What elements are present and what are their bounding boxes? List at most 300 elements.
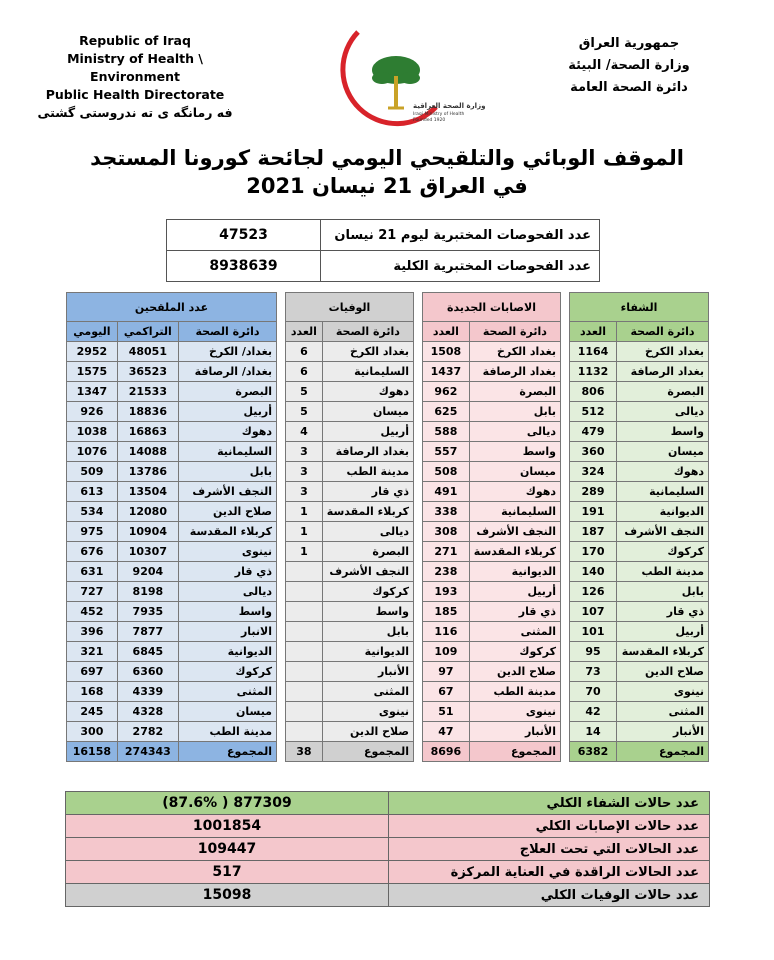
table-row (67, 682, 277, 702)
count-cell (286, 702, 323, 722)
directorate-cell: النجف الأشرف (617, 522, 709, 542)
table-row (286, 402, 414, 422)
directorate-cell: دهوك (469, 482, 560, 502)
directorate-cell: بغداد الكرخ (469, 342, 560, 362)
table-row (286, 442, 414, 462)
table-row (286, 582, 414, 602)
directorate-cell: أربيل (178, 402, 276, 422)
table-row (570, 462, 709, 482)
directorate-cell: واسط (469, 442, 560, 462)
table-row (286, 722, 414, 742)
table-header-row (286, 322, 414, 342)
count-cell (286, 622, 323, 642)
cumulative-cell: 18836 (117, 402, 178, 422)
column-header-directorate: دائرة الصحة (322, 322, 413, 342)
table-row (167, 220, 600, 251)
count-cell: 512 (570, 402, 617, 422)
column-header-directorate: دائرة الصحة (617, 322, 709, 342)
table-row (570, 522, 709, 542)
summary-label: عدد الحالات الراقدة في العناية المركزة (389, 861, 710, 884)
table-header-row (423, 322, 561, 342)
table-row (67, 362, 277, 382)
directorate-cell: دهوك (617, 462, 709, 482)
table-row (286, 482, 414, 502)
total-tests-value: 8938639 (167, 251, 321, 282)
table-row (286, 362, 414, 382)
daily-cell: 509 (67, 462, 118, 482)
directorate-cell: بغداد الكرخ (322, 342, 413, 362)
total-row (570, 742, 709, 762)
count-cell: 1508 (423, 342, 470, 362)
daily-cell: 396 (67, 622, 118, 642)
count-cell: 14 (570, 722, 617, 742)
table-row (67, 422, 277, 442)
directorate-cell: مدينة الطب (322, 462, 413, 482)
directorate-cell: الانبار (178, 622, 276, 642)
count-cell: 109 (423, 642, 470, 662)
count-cell: 324 (570, 462, 617, 482)
directorate-cell: واسط (617, 422, 709, 442)
directorate-cell: صلاح الدين (469, 662, 560, 682)
directorate-cell: النجف الأشرف (178, 482, 276, 502)
summary-label: عدد حالات الإصابات الكلي (389, 815, 710, 838)
directorate-cell: صلاح الدين (178, 502, 276, 522)
total-label: المجموع (617, 742, 709, 762)
summary-row (66, 838, 710, 861)
header-ar-line-1: جمهورية العراق (578, 36, 680, 51)
count-cell: 6 (286, 342, 323, 362)
cumulative-cell: 13504 (117, 482, 178, 502)
count-cell: 338 (423, 502, 470, 522)
cumulative-cell: 6845 (117, 642, 178, 662)
table-row (423, 522, 561, 542)
table-row (67, 602, 277, 622)
table-row (67, 582, 277, 602)
count-cell: 170 (570, 542, 617, 562)
table-row (67, 522, 277, 542)
count-cell: 1437 (423, 362, 470, 382)
directorate-cell: البصرة (617, 382, 709, 402)
summary-row (66, 792, 710, 815)
column-header-cumulative: التراكمي (117, 322, 178, 342)
directorate-cell: المثنى (617, 702, 709, 722)
directorate-cell: دهوك (322, 382, 413, 402)
count-cell: 4 (286, 422, 323, 442)
cumulative-cell: 21533 (117, 382, 178, 402)
table-row (570, 442, 709, 462)
table-row (423, 502, 561, 522)
count-cell (286, 642, 323, 662)
directorate-cell: صلاح الدين (617, 662, 709, 682)
count-cell: 126 (570, 582, 617, 602)
count-cell: 193 (423, 582, 470, 602)
directorate-cell: بابل (469, 402, 560, 422)
count-cell: 73 (570, 662, 617, 682)
cumulative-cell: 12080 (117, 502, 178, 522)
table-row (286, 462, 414, 482)
directorate-cell: بغداد/ الكرخ (178, 342, 276, 362)
count-cell (286, 682, 323, 702)
directorate-cell: السليمانية (617, 482, 709, 502)
page-subtitle: في العراق 21 نيسان 2021 (246, 174, 528, 198)
column-header-directorate: دائرة الصحة (469, 322, 560, 342)
table-row (570, 562, 709, 582)
table-row (423, 602, 561, 622)
cumulative-cell: 9204 (117, 562, 178, 582)
count-cell: 95 (570, 642, 617, 662)
directorate-cell: أربيل (469, 582, 560, 602)
table-row (423, 562, 561, 582)
deaths-total: 38 (286, 742, 323, 762)
deaths-table (285, 292, 414, 762)
count-cell (286, 562, 323, 582)
recovery-table (569, 292, 709, 762)
directorate-cell: مدينة الطب (178, 722, 276, 742)
directorate-cell: ميسان (178, 702, 276, 722)
table-row (67, 402, 277, 422)
summary-label: عدد الحالات التي تحت العلاج (389, 838, 710, 861)
directorate-cell: النجف الأشرف (322, 562, 413, 582)
directorate-cell: كربلاء المقدسة (178, 522, 276, 542)
table-row (67, 642, 277, 662)
cumulative-cell: 48051 (117, 342, 178, 362)
table-row (570, 382, 709, 402)
directorate-cell: ذي قار (178, 562, 276, 582)
daily-cell: 1038 (67, 422, 118, 442)
count-cell: 1132 (570, 362, 617, 382)
table-row (67, 542, 277, 562)
table-row (423, 382, 561, 402)
daily-cell: 975 (67, 522, 118, 542)
cumulative-cell: 4328 (117, 702, 178, 722)
summary-row (66, 815, 710, 838)
count-cell: 70 (570, 682, 617, 702)
table-row (67, 662, 277, 682)
table-title-row (570, 293, 709, 322)
directorate-cell: ديالى (617, 402, 709, 422)
table-row (67, 462, 277, 482)
vaccinated-total-cumulative: 274343 (117, 742, 178, 762)
cumulative-cell: 7877 (117, 622, 178, 642)
cumulative-cell: 16863 (117, 422, 178, 442)
table-row (286, 522, 414, 542)
summary-label: عدد حالات الوفيات الكلي (389, 884, 710, 907)
table-row (67, 482, 277, 502)
directorate-cell: كربلاء المقدسة (469, 542, 560, 562)
count-cell: 47 (423, 722, 470, 742)
count-cell: 97 (423, 662, 470, 682)
table-row (286, 642, 414, 662)
directorate-cell: الديوانية (178, 642, 276, 662)
table-row (286, 502, 414, 522)
directorate-cell: البصرة (322, 542, 413, 562)
count-cell: 191 (570, 502, 617, 522)
count-cell: 1 (286, 502, 323, 522)
daily-cell: 613 (67, 482, 118, 502)
directorate-cell: بغداد الرصافة (617, 362, 709, 382)
table-row (423, 682, 561, 702)
count-cell: 1 (286, 522, 323, 542)
cases-total: 8696 (423, 742, 470, 762)
directorate-cell: الأنبار (469, 722, 560, 742)
daily-cell: 300 (67, 722, 118, 742)
daily-cell: 1347 (67, 382, 118, 402)
directorate-cell: بغداد/ الرصافة (178, 362, 276, 382)
daily-cell: 321 (67, 642, 118, 662)
directorate-cell: السليمانية (322, 362, 413, 382)
header-ar-line-2: وزارة الصحة/ البيئة (568, 58, 690, 73)
count-cell: 1164 (570, 342, 617, 362)
count-cell: 238 (423, 562, 470, 582)
cumulative-cell: 6360 (117, 662, 178, 682)
directorate-cell: ميسان (322, 402, 413, 422)
table-row (67, 382, 277, 402)
column-header-count: العدد (286, 322, 323, 342)
total-label: المجموع (469, 742, 560, 762)
table-row (423, 342, 561, 362)
table-row (570, 342, 709, 362)
directorate-cell: بغداد الرصافة (469, 362, 560, 382)
table-row (570, 542, 709, 562)
recovery-total: 6382 (570, 742, 617, 762)
directorate-cell: بابل (617, 582, 709, 602)
table-row (423, 462, 561, 482)
vaccinated-title: عدد الملقحين (67, 293, 277, 322)
count-cell: 140 (570, 562, 617, 582)
daily-cell: 168 (67, 682, 118, 702)
table-row (423, 402, 561, 422)
directorate-cell: ديالى (178, 582, 276, 602)
daily-cell: 697 (67, 662, 118, 682)
table-row (423, 622, 561, 642)
count-cell: 479 (570, 422, 617, 442)
ministry-logo (318, 12, 486, 137)
cumulative-cell: 10904 (117, 522, 178, 542)
table-row (286, 662, 414, 682)
directorate-cell: ذي قار (469, 602, 560, 622)
count-cell: 289 (570, 482, 617, 502)
table-row (67, 562, 277, 582)
table-row (286, 622, 414, 642)
deaths-title: الوفيات (286, 293, 414, 322)
count-cell: 962 (423, 382, 470, 402)
table-row (570, 482, 709, 502)
header-en-line-2: Ministry of Health \ Environment (67, 51, 203, 84)
directorate-cell: الديوانية (469, 562, 560, 582)
table-row (570, 422, 709, 442)
count-cell: 557 (423, 442, 470, 462)
table-row (570, 662, 709, 682)
count-cell: 3 (286, 442, 323, 462)
directorate-cell: بغداد الكرخ (617, 342, 709, 362)
directorate-cell: مدينة الطب (469, 682, 560, 702)
table-row (67, 702, 277, 722)
directorate-cell: النجف الأشرف (469, 522, 560, 542)
table-row (570, 682, 709, 702)
directorate-cell: بابل (178, 462, 276, 482)
directorate-cell: كربلاء المقدسة (322, 502, 413, 522)
count-cell: 491 (423, 482, 470, 502)
table-row (67, 442, 277, 462)
summary-table (65, 791, 710, 907)
column-header-daily: اليومي (67, 322, 118, 342)
directorate-cell: بابل (322, 622, 413, 642)
table-row (286, 422, 414, 442)
directorate-cell: ذي قار (617, 602, 709, 622)
daily-cell: 631 (67, 562, 118, 582)
directorate-cell: كركوك (322, 582, 413, 602)
header-english (30, 32, 240, 122)
table-row (423, 662, 561, 682)
count-cell: 5 (286, 402, 323, 422)
new-cases-table (422, 292, 561, 762)
directorate-cell: البصرة (178, 382, 276, 402)
directorate-cell: ذي قار (322, 482, 413, 502)
daily-cell: 676 (67, 542, 118, 562)
directorate-cell: الأنبار (617, 722, 709, 742)
directorate-cell: ميسان (617, 442, 709, 462)
table-title-row (286, 293, 414, 322)
directorate-cell: واسط (322, 602, 413, 622)
cumulative-cell: 36523 (117, 362, 178, 382)
directorate-cell: كركوك (617, 542, 709, 562)
summary-label: عدد حالات الشفاء الكلي (389, 792, 710, 815)
table-row (286, 342, 414, 362)
table-row (423, 582, 561, 602)
daily-cell: 534 (67, 502, 118, 522)
count-cell: 508 (423, 462, 470, 482)
cumulative-cell: 4339 (117, 682, 178, 702)
summary-value: 15098 (66, 884, 389, 907)
table-title-row (67, 293, 277, 322)
directorate-cell: المثنى (322, 682, 413, 702)
column-header-count: العدد (570, 322, 617, 342)
summary-value: 109447 (66, 838, 389, 861)
count-cell: 101 (570, 622, 617, 642)
table-row (167, 251, 600, 282)
total-row (286, 742, 414, 762)
table-row (570, 362, 709, 382)
count-cell: 1 (286, 542, 323, 562)
table-row (570, 402, 709, 422)
directorate-cell: أربيل (322, 422, 413, 442)
table-row (423, 482, 561, 502)
summary-value: 517 (66, 861, 389, 884)
table-row (570, 622, 709, 642)
count-cell: 271 (423, 542, 470, 562)
count-cell: 185 (423, 602, 470, 622)
directorate-cell: نينوى (469, 702, 560, 722)
vaccinated-table (66, 292, 277, 762)
logo-text-ar: وزارة الصحة العراقية (413, 102, 486, 110)
cumulative-cell: 8198 (117, 582, 178, 602)
count-cell: 588 (423, 422, 470, 442)
table-row (570, 602, 709, 622)
count-cell (286, 602, 323, 622)
column-header-count: العدد (423, 322, 470, 342)
daily-tests-value: 47523 (167, 220, 321, 251)
daily-cell: 452 (67, 602, 118, 622)
daily-cell: 1575 (67, 362, 118, 382)
directorate-cell: كربلاء المقدسة (617, 642, 709, 662)
directorate-cell: بغداد الرصافة (322, 442, 413, 462)
daily-tests-label: عدد الفحوصات المختبرية ليوم 21 نيسان (321, 220, 600, 251)
count-cell (286, 582, 323, 602)
summary-value: (87.6% ) 877309 (66, 792, 389, 815)
table-row (423, 642, 561, 662)
count-cell: 187 (570, 522, 617, 542)
cumulative-cell: 7935 (117, 602, 178, 622)
recovery-title: الشفاء (570, 293, 709, 322)
table-row (570, 642, 709, 662)
logo-text-en: Iraqi Ministry of Health (413, 112, 465, 117)
table-row (286, 382, 414, 402)
count-cell: 6 (286, 362, 323, 382)
daily-cell: 1076 (67, 442, 118, 462)
directorate-cell: دهوك (178, 422, 276, 442)
table-row (67, 342, 277, 362)
table-row (423, 362, 561, 382)
column-header-directorate: دائرة الصحة (178, 322, 276, 342)
count-cell: 116 (423, 622, 470, 642)
table-row (67, 502, 277, 522)
header-en-line-1: Republic of Iraq (79, 33, 191, 48)
table-row (423, 442, 561, 462)
total-label: المجموع (322, 742, 413, 762)
directorate-cell: أربيل (617, 622, 709, 642)
directorate-cell: البصرة (469, 382, 560, 402)
cases-title: الاصابات الجديدة (423, 293, 561, 322)
table-row (423, 702, 561, 722)
daily-cell: 245 (67, 702, 118, 722)
count-cell: 625 (423, 402, 470, 422)
total-tests-label: عدد الفحوصات المختبرية الكلية (321, 251, 600, 282)
directorate-cell: نينوى (617, 682, 709, 702)
table-row (286, 682, 414, 702)
directorate-cell: الديوانية (617, 502, 709, 522)
daily-cell: 926 (67, 402, 118, 422)
table-row (570, 502, 709, 522)
table-row (67, 722, 277, 742)
table-row (67, 622, 277, 642)
header-en-line-4: فه رمانگه ى ته ندروستى گشتى (37, 105, 233, 120)
cumulative-cell: 14088 (117, 442, 178, 462)
directorate-cell: كركوك (469, 642, 560, 662)
count-cell: 308 (423, 522, 470, 542)
header-ar-line-3: دائرة الصحة العامة (570, 80, 688, 95)
table-row (423, 722, 561, 742)
count-cell: 42 (570, 702, 617, 722)
count-cell: 360 (570, 442, 617, 462)
directorate-cell: السليمانية (178, 442, 276, 462)
directorate-cell: المثنى (178, 682, 276, 702)
directorate-cell: المثنى (469, 622, 560, 642)
directorate-cell: الديوانية (322, 642, 413, 662)
total-row (67, 742, 277, 762)
header-arabic (544, 33, 714, 99)
table-row (570, 582, 709, 602)
directorate-cell: واسط (178, 602, 276, 622)
table-title-row (423, 293, 561, 322)
lab-tests-table (166, 219, 600, 282)
directorate-cell: كركوك (178, 662, 276, 682)
header-en-line-3: Public Health Directorate (45, 87, 225, 102)
count-cell: 51 (423, 702, 470, 722)
vaccinated-total-daily: 16158 (67, 742, 118, 762)
directorate-cell: ديالى (322, 522, 413, 542)
directorate-cell: ميسان (469, 462, 560, 482)
directorate-cell: نينوى (322, 702, 413, 722)
